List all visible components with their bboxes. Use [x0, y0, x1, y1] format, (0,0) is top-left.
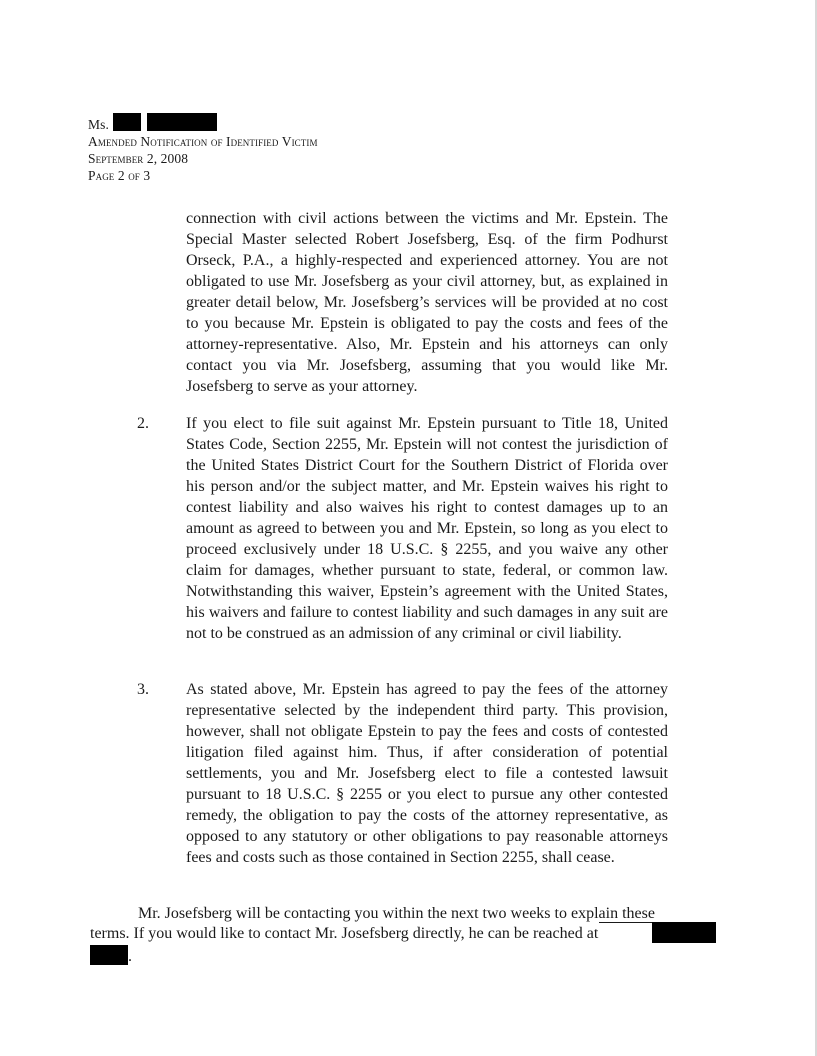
page-number: Page 2 of 3: [88, 168, 151, 183]
salutation: Ms.: [88, 117, 109, 132]
closing-line-2: terms. If you would like to contact Mr. Josefsberg directly, he can be reached at: [90, 925, 599, 942]
salutation-line: [88, 113, 318, 133]
closing-text-b: ain these: [598, 905, 655, 922]
document-date: September 2, 2008: [88, 151, 189, 166]
closing-period: .: [128, 948, 132, 965]
redacted-phone-number: [652, 922, 716, 943]
item-number: 2.: [137, 415, 149, 432]
redacted-phone-continuation: [90, 945, 128, 965]
continuation-paragraph: connection with civil actions between the victims and Mr. Epstein. The Special Master selected Robert Josefsberg, Esq. of the firm Podhurst Orseck, P.A., a highly-respected and experienced attorney. You are not obligated to use Mr. Josefsberg as your civil attorney, but, as explained in greater detail below, Mr. Josefsberg’s services will be provided at no cost to you because Mr. Epstein is obligated to pay the costs and fees of the attorney-representative. Also, Mr. Epstein and his attorneys can only contact you via Mr. Josefsberg, assuming that you would like Mr. Josefsberg to serve as your attorney.: [186, 210, 668, 395]
closing-line-1: [138, 903, 655, 924]
item-paragraph: If you elect to file suit against Mr. Epstein pursuant to Title 18, United States Code, Section 2255, Mr. Epstein will not contest the jurisdiction of the United States District Court for the Southern District of Florida over his person and/or the subject matter, and Mr. Epstein waives his right to contest liability and also waives his right to contest damages up to an amount as agreed to between you and Mr. Epstein, so long as you elect to proceed exclusively under 18 U.S.C. § 2255, and you waive any other claim for damages, whether pursuant to state, federal, or common law. Notwithstanding this waiver, Epstein’s agreement with the United States, his waivers and failure to contest liability and such damages in any suit are not to be construed as an admission of any criminal or civil liability.: [186, 415, 668, 642]
redacted-last-name: [147, 113, 217, 131]
item-paragraph: As stated above, Mr. Epstein has agreed to pay the fees of the attorney representative selected by the independent third party. This provision, however, shall not obligate Epstein to pay the fees and costs of contested litigation filed against him. Thus, if after consideration of potential settlements, you and Mr. Josefsberg elect to file a contested lawsuit pursuant to 18 U.S.C. § 2255 or you elect to pursue any other contested remedy, the obligation to pay the costs of the attorney representative, as opposed to any statutory or other obligations to pay reasonable attorneys fees and costs such as those contained in Section 2255, shall cease.: [186, 681, 668, 866]
closing-text-a: Mr. Josefsberg will be contacting you within the next two weeks to expl: [138, 905, 599, 922]
item-number: 3.: [137, 681, 149, 698]
letter-header: [88, 113, 318, 184]
document-title: Amended Notification of Identified Victim: [88, 134, 318, 149]
redacted-first-name: [113, 113, 141, 131]
